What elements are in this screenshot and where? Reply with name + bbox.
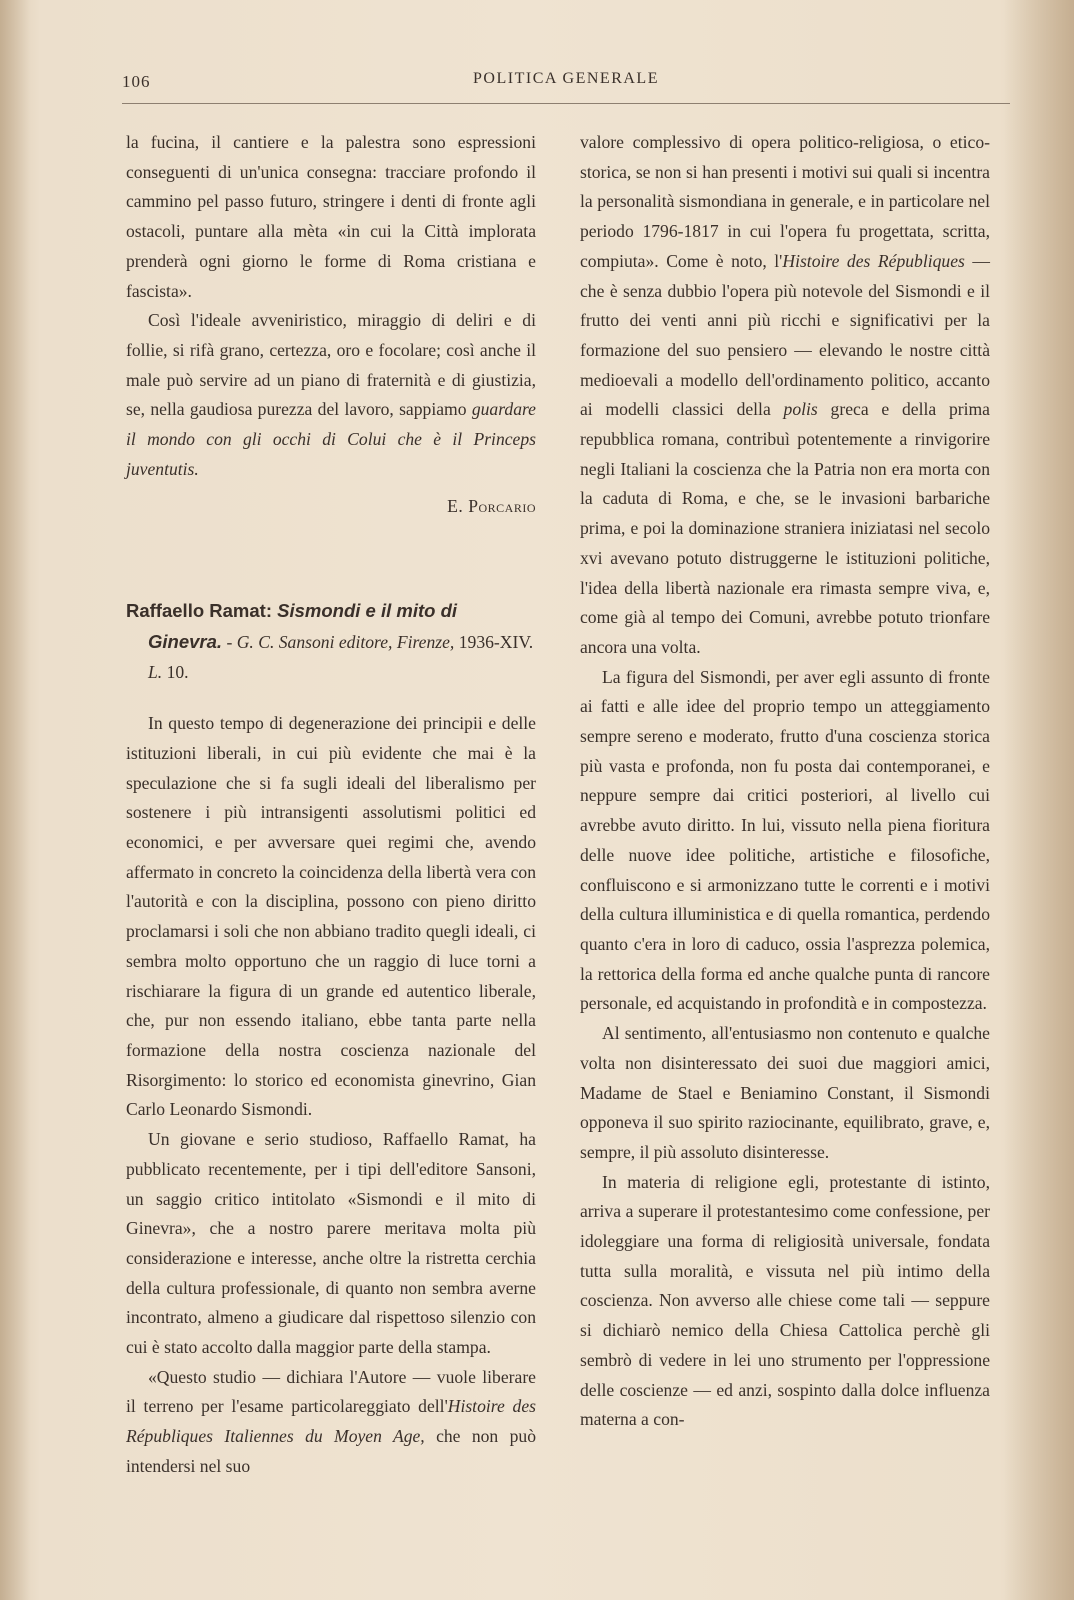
page-header <box>122 64 1010 94</box>
paragraph <box>126 1363 536 1482</box>
edge-shadow <box>1004 0 1074 1600</box>
signature-initial: E. <box>447 496 469 517</box>
paragraph-text: «Questo studio — dichiara l'Autore — vuole liberare il terreno per l'esame particolareggiato dell' <box>126 1366 536 1417</box>
paragraph-text: Così l'ideale avveniristico, miraggio di deliri e di follie, si rifà grano, certezza, oro e focolare; così anche il male può servire ad un piano di fraternità e di giustizia, se, nella gaudiosa purezza del lavoro, sappiamo <box>126 310 536 420</box>
paragraph <box>580 128 990 663</box>
review-heading <box>126 596 536 687</box>
header-rule <box>122 103 1010 104</box>
review-title: Sismondi e il mito di Ginevra. <box>148 600 458 652</box>
paragraph: In questo tempo di degenerazione dei principii e delle istituzioni liberali, in cui più evidente che mai è la speculazione che si fa sugli ideali del liberalismo per sostenere i più intransigenti assolutismi politici ed economici, e per avversare quei regimi che, avendo affermato in concreto la coincidenza della libertà vera con l'autorità e con la disciplina, possono con pieno diritto proclamarsi i soli che non abbiano tradito quegli ideali, ci sembra molto opportuno che un raggio di luce torni a rischiarare la figura di un grande ed autentico liberale, che, pur non essendo italiano, ebbe tanta parte nella formazione della nostra coscienza nazionale del Risorgimento: lo storico ed economista ginevrino, Gian Carlo Leonardo Sismondi. <box>126 713 536 1120</box>
review-year: 1936-XIV. <box>454 631 534 652</box>
signature-name: Porcario <box>468 496 536 517</box>
signature <box>126 492 536 522</box>
binding-shadow <box>0 0 30 1600</box>
review-price-label: L. <box>148 661 163 682</box>
review-price: 10. <box>162 661 189 682</box>
paragraph-italic: Histoire des Républiques <box>782 250 965 271</box>
paragraph: Al sentimento, all'entusiasmo non contenuto e qualche volta non disinteressato dei suoi due maggiori amici, Madame de Stael e Beniamino Constant, il Sismondi opponeva il suo spirito raziocinante, equilibrato, grave, e, sempre, il più assoluto disinteresse. <box>580 1023 990 1162</box>
paragraph: Un giovane e serio studioso, Raffaello Ramat, ha pubblicato recentemente, per i tipi dell'editore Sansoni, un saggio critico intitolato «Sismondi e il mito di Ginevra», che a nostro parere meritava molta più considerazione e interesse, anche oltre la ristretta cerchia della cultura professionale, di quanto non sembra averne incontrato, almeno a giudicare dal rispettoso silenzio con cui è stato accolto dalla maggior parte della stampa. <box>126 1129 536 1358</box>
paragraph-italic: polis <box>783 399 818 420</box>
left-column <box>126 128 536 1482</box>
paragraph-italic: Histoire des Républiques Italiennes du Moyen Age, <box>126 1396 536 1447</box>
review-publisher: - G. C. Sansoni editore, Firenze, <box>222 631 455 652</box>
right-column <box>580 128 990 1435</box>
paragraph-text: che non può intendersi nel suo <box>126 1426 536 1476</box>
paragraph: la fucina, il cantiere e la palestra sono espressioni conseguenti di un'unica consegna: tracciare profondo il cammino pel passo futuro, stringere i denti di fronte agli ostacoli, puntare alla mèta «in cui la Città implorata prenderà ogni giorno le forme di Roma cristiana e fascista». <box>126 132 536 301</box>
page-number: 106 <box>122 72 151 91</box>
paragraph <box>126 306 536 484</box>
running-title: POLITICA GENERALE <box>473 70 659 87</box>
paragraph-text: valore complessivo di opera politico-religiosa, o etico-storica, se non si han presenti i motivi sui quali si incentra la personalità sismondiana in generale, e in particolare nel periodo 1796-1817 in cui l'opera fu progettata, scritta, compiuta». Come è noto, l' <box>580 132 990 271</box>
paragraph-text: — che è senza dubbio l'opera più notevole del Sismondi e il frutto dei venti anni più ricchi e significativi per la formazione del suo pensiero — elevando le nostre città medioevali a modello dell'ordinamento politico, accanto ai modelli classici della <box>580 250 990 420</box>
paragraph: La figura del Sismondi, per aver egli assunto di fronte ai fatti e alle idee del proprio tempo un atteggiamento sempre sereno e moderato, frutto d'una coscienza storica più vasta e profonda, non fu posta dai contemporanei, e neppure sempre dai critici posteriori, al livello cui avrebbe avuto diritto. In lui, vissuto nella piena fioritura delle nuove idee politiche, artistiche e filosofiche, confluiscono e si armonizzano tutte le correnti e i motivi della cultura illuministica e di quella romantica, perdendo quanto c'era in loro di caduco, ossia l'asprezza polemica, la rettorica della forma ed anche qualche punta di rancore personale, ed acquistando in profondità e in compostezza. <box>580 666 990 1014</box>
review-author: Raffaello Ramat: <box>126 600 278 622</box>
paragraph-text: greca e della prima repubblica romana, contribuì potentemente a rinvigorire negli Italiani la coscienza che la Patria non era morta con la caduta di Roma, e che, se le invasioni barbariche prima, e poi la dominazione straniera iniziatasi nel secolo xvi avevano potuto distruggerne le istituzioni politiche, l'idea della libertà nazionale era rimasta sempre viva, e, come già al tempo dei Comuni, avrebbe potuto trionfare ancora una volta. <box>580 399 990 657</box>
paragraph: In materia di religione egli, protestante di istinto, arriva a superare il protestantesimo come confessione, per idoleggiare una forma di religiosità universale, fondata tutta sulla moralità, e vissuta nel più intimo della coscienza. Non avverso alle chiese come tali — seppure si dichiarò nemico della Chiesa Cattolica perchè gli sembrò di vedere in lei uno strumento per l'oppressione delle coscienze — ed anzi, sospinto dalla dolce influenza materna a con- <box>580 1171 990 1430</box>
paragraph-italic: guardare il mondo con gli occhi di Colui che è il Princeps juventutis. <box>126 399 536 479</box>
